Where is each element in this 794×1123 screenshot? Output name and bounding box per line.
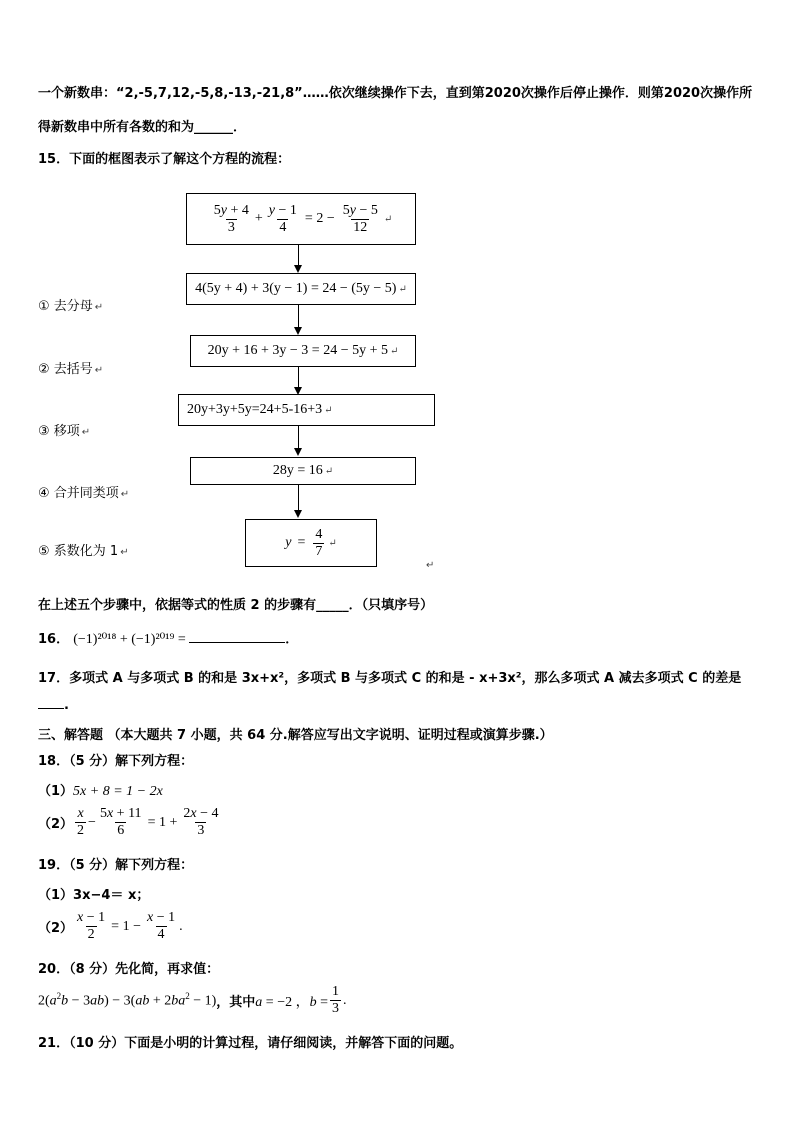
flow-box-5: 28y = 16 ↵ xyxy=(190,457,416,485)
section-3-title: 三、解答题 （本大题共 7 小题，共 64 分.解答应写出文字说明、证明过程或演算步骤.） xyxy=(38,728,553,743)
p14-line2: 得新数串中所有各数的和为______． xyxy=(38,120,247,135)
step-3-label: ③ 移项 ↵ xyxy=(38,424,91,439)
q20-title: 20．（8 分）先化简，再求值： xyxy=(38,962,220,977)
flow-box-2: 4(5y + 4) + 3(y − 1) = 24 − (5y − 5) ↵ xyxy=(186,273,416,305)
q20-expression: $2(a^2b - 3ab) - 3(ab + 2ba^2 - 1)$ ，其中 a = −2 ，b = $\frac{1}{3}$ . xyxy=(38,984,347,1016)
flow-box-1: $\frac{5y + 4}{3}$ + $\frac{y - 1}{4}$ = 2 − $\frac{5y - 5}{12}$ ↵ xyxy=(186,193,416,245)
step-2-label: ② 去括号 ↵ xyxy=(38,362,104,377)
p14-line1: 一个新数串：“2,-5,7,12,-5,8,-13,-21,8”……依次继续操作下去，直到第2020次操作后停止操作．则第2020次操作所 xyxy=(38,86,753,101)
q16: 16． (−1)²⁰¹⁸ + (−1)²⁰¹⁹ = ． xyxy=(38,632,299,647)
q19-title: 19．（5 分）解下列方程： xyxy=(38,858,194,873)
q18-part1: （1）5x + 8 = 1 − 2x xyxy=(38,784,163,799)
flow-box-4: 20y+3y+5y=24+5-16+3 ↵ xyxy=(178,394,435,426)
step-4-label: ④ 合并同类项 ↵ xyxy=(38,486,130,501)
step-5-label: ⑤ 系数化为 1 ↵ xyxy=(38,544,129,559)
q21-title: 21．（10 分）下面是小明的计算过程，请仔细阅读，并解答下面的问题。 xyxy=(38,1036,463,1051)
step-1-label: ① 去分母 ↵ xyxy=(38,299,104,314)
q19-part2: （2） $\frac{x - 1}{2}$ = 1 − $\frac{x - 1}{4}$ . xyxy=(38,910,183,942)
flow-box-6: y = $\frac{4}{7}$ ↵ xyxy=(245,519,377,567)
q19-part1: （1）3x−4＝ x； xyxy=(38,888,150,903)
q18-part2: （2） $\frac{x}{2}$ − $\frac{5x + 11}{6}$ = 1 + $\frac{2x - 4}{3}$ xyxy=(38,806,219,838)
q15-title: 15．下面的框图表示了解这个方程的流程： xyxy=(38,152,291,167)
q17-text: 17．多项式 A 与多项式 B 的和是 3x+x²，多项式 B 与多项式 C 的和是 - x+3x²，那么多项式 A 减去多项式 C 的差是 xyxy=(38,671,742,686)
flow-box-3: 20y + 16 + 3y − 3 = 24 − 5y + 5 ↵ xyxy=(190,335,416,367)
q18-title: 18．（5 分）解下列方程： xyxy=(38,754,194,769)
q17-blank: . xyxy=(38,698,69,713)
q15-question: 在上述五个步骤中，依据等式的性质 2 的步骤有_____．（只填序号） xyxy=(38,598,434,613)
